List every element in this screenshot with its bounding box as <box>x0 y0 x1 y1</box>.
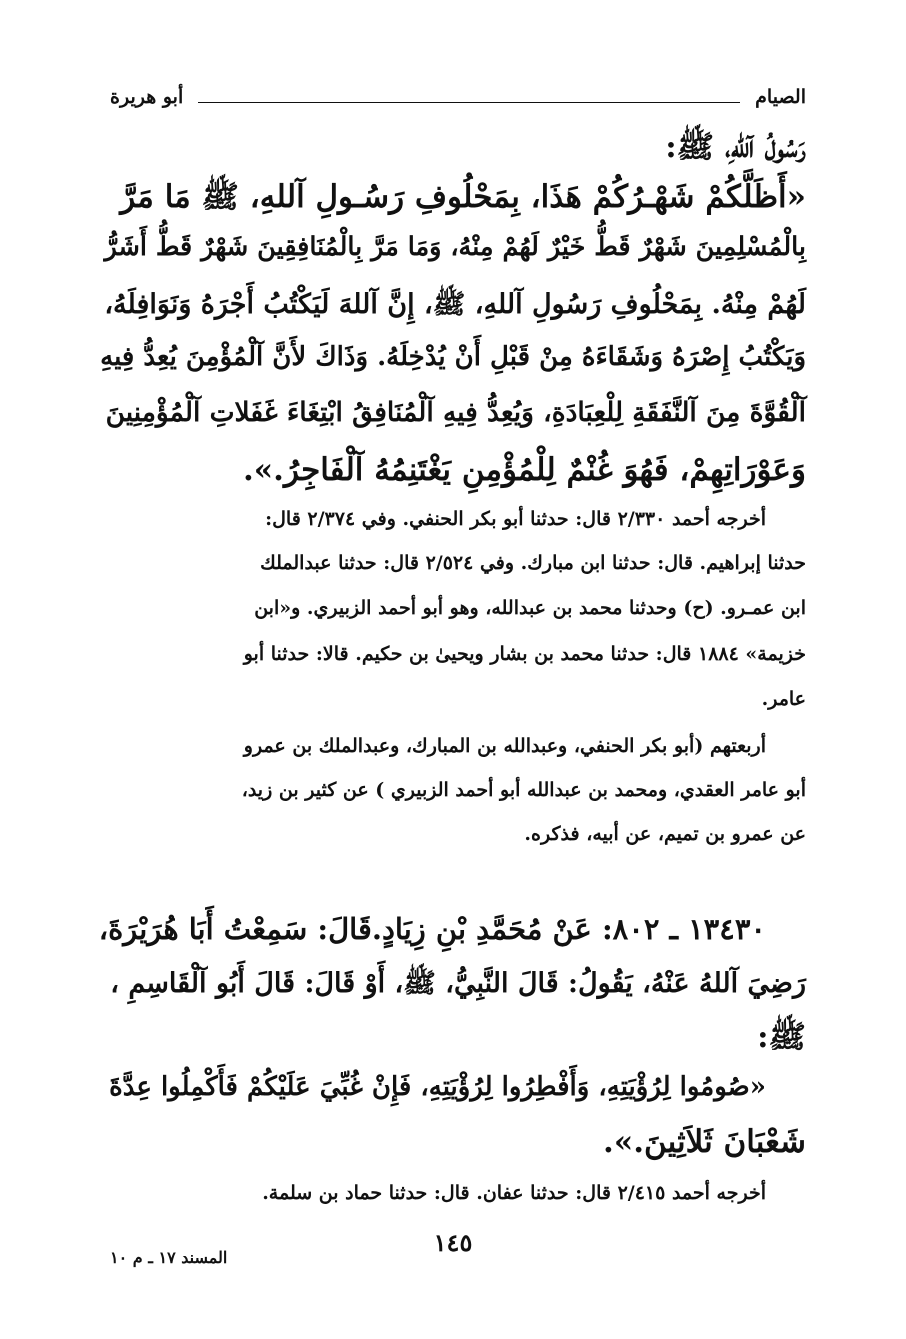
header-rule <box>198 102 740 103</box>
hadith-line: رَسُولُ آللهِ، ﷺ: <box>665 129 806 165</box>
hadith-line: وَيَكْتُبُ إِصْرَهُ وَشَقَاءَهُ مِنْ قَبْلِ أَنْ يُدْخِلَهُ. وَذَاكَ لأَنَّ آلْمُؤْمِنَ يُعِدُّ فِيهِ <box>100 342 806 372</box>
takhrij-line: عامر. <box>761 688 806 710</box>
hadith-line: لَهُمْ مِنْهُ. بِمَحْلُوفِ رَسُولِ آللهِ، ﷺ، إِنَّ آللهَ لَيَكْتُبُ أَجْرَهُ وَنَوَافِلَهُ، <box>104 289 806 320</box>
hadith-line: بِالْمُسْلِمِينَ شَهْرٌ قَطُّ خَيْرٌ لَهُمْ مِنْهُ، وَمَا مَرَّ بِالْمُنَافِقِينَ شَهْرٌ قَطُّ أَشَرُّ <box>104 232 806 262</box>
signature-mark: المسند ١٧ ـ م ١٠ <box>110 1248 228 1267</box>
hadith-line: «صُومُوا لِرُؤْيَتِهِ، وَأَفْطِرُوا لِرُؤْيَتِهِ، فَإِنْ غُبِّيَ عَلَيْكُمْ فَأَكْمِلُوا عِدَّةَ <box>109 1072 766 1102</box>
takhrij-line: أخرجه أحمد ٢/٣٣٠ قال: حدثنا أبو بكر الحنفي. وفي ٢/٣٧٤ قال: <box>265 508 766 530</box>
hadith-line: آلْقُوَّةَ مِنَ آلنَّفَقَةِ لِلْعِبَادَةِ، وَيُعِدُّ فِيهِ آلْمُنَافِقُ ابْتِغَاءَ غَفَلاتِ آلْمُؤْمِنِينَ <box>105 397 806 428</box>
takhrij-line: خزيمة» ١٨٨٤ قال: حدثنا محمد بن بشار ويحيىٰ بن حكيم. قالا: حدثنا أبو <box>243 643 806 665</box>
notes-line: أربعتهم (أبو بكر الحنفي، وعبدالله بن المبارك، وعبدالملك بن عمرو <box>243 735 766 757</box>
notes-line: أبو عامر العقدي، ومحمد بن عبدالله أبو أحمد الزبيري ) عن كثير بن زيد، <box>241 779 806 801</box>
hadith-line: ﷺ: <box>757 1019 806 1055</box>
running-header <box>110 86 806 116</box>
page-number: ١٤٥ <box>433 1228 473 1257</box>
hadith-line: شَعْبَانَ ثَلاَثِينَ.». <box>603 1124 806 1160</box>
hadith-line: رَضِيَ آللهُ عَنْهُ، يَقُولُ: قَالَ النَّبِيُّ، ﷺ، أَوْ قَالَ: قَالَ أَبُو آلْقَاسِمِ ، <box>110 968 806 999</box>
hadith-line: ١٣٤٣٠ ـ ٨٠٢: عَنْ مُحَمَّدِ بْنِ زِيَادٍ.قَالَ: سَمِعْتُ أَبَا هُرَيْرَةَ، <box>98 912 766 946</box>
notes-line: عن عمرو بن تميم، عن أبيه، فذكره. <box>524 823 806 845</box>
header-narrator: أبو هريرة <box>110 86 184 108</box>
hadith-line: «أَظَلَّكُمْ شَهْـرُكُمْ هَذَا، بِمَحْلُوفِ رَسُـولِ آللهِ، ﷺ مَا مَرَّ <box>120 179 806 215</box>
hadith-line: وَعَوْرَاتِهِمْ، فَهُوَ غُنْمٌ لِلْمُؤْمِنِ يَغْتَنِمُهُ آلْفَاجِرُ.». <box>243 452 806 488</box>
header-section-title: الصيام <box>755 86 806 108</box>
takhrij-line: ابن عمـرو. (ح) وحدثنا محمد بن عبدالله، وهو أبو أحمد الزبيري. و«ابن <box>254 597 806 619</box>
takhrij-line: أخرجه أحمد ٢/٤١٥ قال: حدثنا عفان. قال: حدثنا حماد بن سلمة. <box>262 1182 766 1204</box>
takhrij-line: حدثنا إبراهيم. قال: حدثنا ابن مبارك. وفي ٢/٥٢٤ قال: حدثنا عبدالملك <box>260 552 806 574</box>
